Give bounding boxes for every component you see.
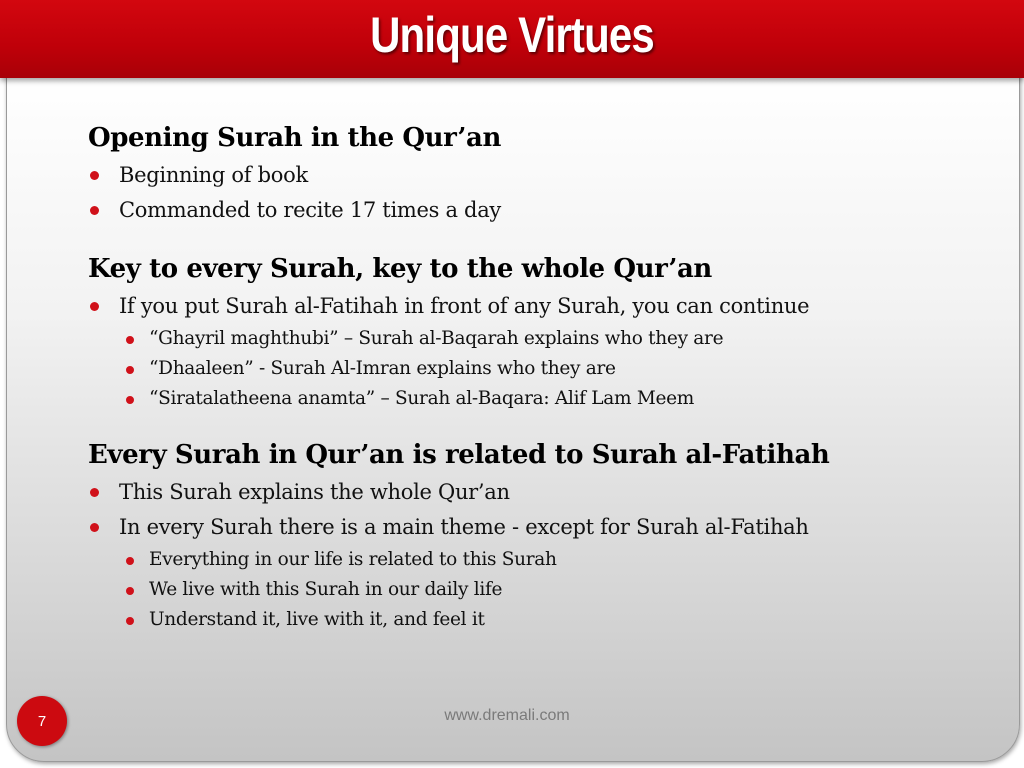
bullet-item: If you put Surah al-Fatihah in front of any Surah, you can continue	[88, 289, 968, 324]
sub-bullet-item: We live with this Surah in our daily life	[88, 575, 968, 605]
title-bar	[0, 0, 1024, 78]
section-heading: Opening Surah in the Qur’an	[88, 123, 502, 153]
bullet-item: Beginning of book	[88, 158, 968, 193]
slide-title: Unique Virtues	[370, 7, 654, 63]
page-number: 7	[37, 712, 47, 730]
section-heading: Every Surah in Qur’an is related to Surah al-Fatihah	[88, 440, 830, 470]
sub-bullet-item: “Ghayril maghthubi” – Surah al-Baqarah explains who they are	[88, 324, 968, 354]
slide-body	[88, 118, 968, 635]
bullet-item: In every Surah there is a main theme - except for Surah al-Fatihah	[88, 510, 968, 545]
bullet-item: Commanded to recite 17 times a day	[88, 193, 968, 228]
bullet-item: This Surah explains the whole Qur’an	[88, 475, 968, 510]
bullet-list	[88, 475, 968, 635]
footer-url: www.dremali.com	[444, 707, 570, 724]
sub-bullet-item: “Siratalatheena anamta” – Surah al-Baqara: Alif Lam Meem	[88, 384, 968, 414]
section-heading: Key to every Surah, key to the whole Qur’an	[88, 254, 712, 284]
sub-bullet-item: “Dhaaleen” - Surah Al-Imran explains who they are	[88, 354, 968, 384]
bullet-list	[88, 158, 968, 228]
sub-bullet-item: Understand it, live with it, and feel it	[88, 605, 968, 635]
sub-bullet-item: Everything in our life is related to this Surah	[88, 545, 968, 575]
bullet-list	[88, 289, 968, 414]
